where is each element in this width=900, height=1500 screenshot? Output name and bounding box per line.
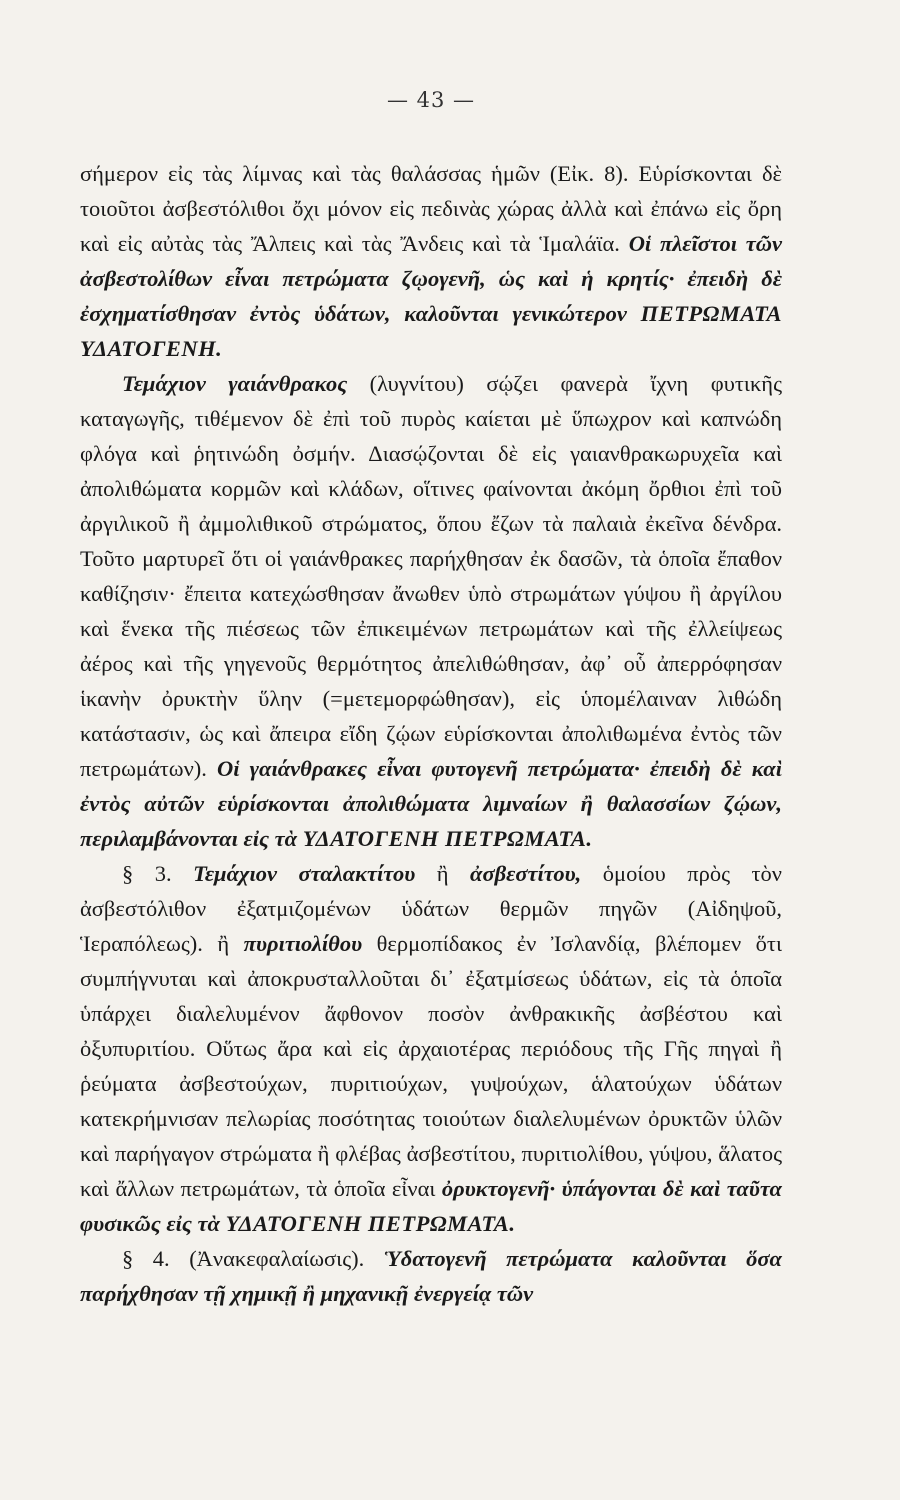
- paragraph-1: [80, 156, 782, 366]
- page-number: — 43 —: [386, 88, 476, 112]
- p1-caps-1: ΠΕΤΡΩΜΑΤΑ ΥΔΑΤΟΓΕΝΗ.: [80, 301, 782, 361]
- p2-text-1: (λυγνίτου) σῴζει φανερὰ ἴχνη φυτικῆς καταγωγῆς, τιθέμενον δὲ ἐπὶ τοῦ πυρὸς καίεται μὲ ὕπωχρον καὶ καπνώδη φλόγα καὶ ῥητινώδη ὀσμήν. Διασῴζονται δὲ εἰς γαιανθρακωρυχεῖα καὶ ἀπολιθώματα κορμῶν καὶ κλάδων, οἵτινες φαίνονται ἀκόμη ὄρθιοι ἐπὶ τοῦ ἀργιλικοῦ ἢ ἀμμολιθικοῦ στρώματος, ὅπου ἔζων τὰ παλαιὰ ἐκεῖνα δένδρα. Τοῦτο μαρτυρεῖ ὅτι οἱ γαιάνθρακες παρήχθησαν ἐκ δασῶν, τὰ ὁποῖα ἔπαθον καθίζησιν· ἔπειτα κατεχώσθησαν ἄνωθεν ὑπὸ στρωμάτων γύψου ἢ ἀργίλου καὶ ἕνεκα τῆς πιέσεως τῶν ἐπικειμένων πετρωμάτων καὶ τῆς ἐλλείψεως ἀέρος καὶ τῆς γηγενοῦς θερμότητος ἀπελιθώθησαν, ἀφ᾿ οὗ ἀπερρόφησαν ἱκανὴν ὀρυκτὴν ὕλην (=μετεμορφώθησαν), εἰς ὑπομέλαιναν λιθώδη κατάστασιν, ὡς καὶ ἄπειρα εἴδη ζῴων εὑρίσκονται ἀπολιθωμένα ἐντὸς τῶν πετρωμάτων).: [80, 371, 782, 781]
- paragraph-2: [80, 366, 782, 856]
- p3-bold-2: ἀσβεστίτου,: [470, 861, 582, 886]
- p4-bold-1: Ὑδατογενῆ πετρώματα καλοῦνται ὅσα παρήχθησαν τῇ χημικῇ ἢ μηχανικῇ ἐνεργείᾳ τῶν: [80, 1246, 782, 1306]
- body-text: [80, 156, 782, 1311]
- section-3-number: § 3.: [122, 861, 194, 886]
- p2-bold-1: Τεμάχιον γαιάνθρακος: [122, 371, 348, 396]
- p1-text-1: σήμερον εἰς τὰς λίμνας καὶ τὰς θαλάσσας ἡμῶν (Εἰκ. 8). Εὑρίσκονται δὲ τοιοῦτοι ἀσβεστόλιθοι ὄχι μόνον εἰς πεδινὰς χώρας ἀλλὰ καὶ ἐπάνω εἰς ὄρη καὶ εἰς αὐτὰς τὰς Ἄλπεις καὶ τὰς Ἄνδεις καὶ τὰ Ἱμαλάϊα.: [80, 161, 782, 256]
- p4-text-1: (Ἀνακεφαλαίωσις).: [189, 1246, 384, 1271]
- p1-bold-1: Οἱ πλεῖστοι τῶν ἀσβεστολίθων εἶναι πετρώματα ζῳογενῆ, ὡς καὶ ἡ κρητίς· ἐπειδὴ δὲ ἐσχηματίσθησαν ἐντὸς ὑδάτων, καλοῦνται γενικώτερον: [80, 231, 782, 326]
- p3-bold-4: ὀρυκτογενῆ· ὑπάγονται δὲ καὶ ταῦτα φυσικῶς εἰς τὰ: [80, 1176, 782, 1236]
- section-4-number: § 4.: [122, 1246, 190, 1271]
- p3-text-2: ὁμοίου πρὸς τὸν ἀσβεστόλιθον ἐξατμιζομένων ὑδάτων θερμῶν πηγῶν (Αἰδηψοῦ, Ἱεραπόλεως). ἢ: [80, 861, 782, 956]
- paragraph-4: [80, 1241, 782, 1311]
- p3-caps-1: ΥΔΑΤΟΓΕΝΗ ΠΕΤΡΩΜΑΤΑ.: [225, 1211, 516, 1236]
- p2-caps-1: ΥΔΑΤΟΓΕΝΗ ΠΕΤΡΩΜΑΤΑ.: [302, 826, 593, 851]
- p3-bold-3: πυριτιολίθου: [243, 931, 363, 956]
- p3-text-3: θερμοπίδακος ἐν Ἰσλανδίᾳ, βλέπομεν ὅτι συμπήγνυται καὶ ἀποκρυσταλλοῦται δι᾿ ἐξατμίσεως ὑδάτων, εἰς τὰ ὁποῖα ὑπάρχει διαλελυμένον ἄφθονον ποσὸν ἀνθρακικῆς ἀσβέστου καὶ ὀξυπυριτίου. Οὕτως ἄρα καὶ εἰς ἀρχαιοτέρας περιόδους τῆς Γῆς πηγαὶ ἢ ῥεύματα ἀσβεστούχων, πυριτιούχων, γυψούχων, ἁλατούχων ὑδάτων κατεκρήμνισαν πελωρίας ποσότητας τοιούτων διαλελυμένων ὀρυκτῶν ὑλῶν καὶ παρήγαγον στρώματα ἢ φλέβας ἀσβεστίτου, πυριτιολίθου, γύψου, ἅλατος καὶ ἄλλων πετρωμάτων, τὰ ὁποῖα εἶναι: [80, 931, 782, 1201]
- p2-bold-2: Οἱ γαιάνθρακες εἶναι φυτογενῆ πετρώματα· ἐπειδὴ δὲ καὶ ἐντὸς αὐτῶν εὑρίσκονται ἀπολιθώματα λιμναίων ἢ θαλασσίων ζῴων, περιλαμβάνονται εἰς τὰ: [80, 756, 782, 851]
- paragraph-3: [80, 856, 782, 1241]
- p3-bold-1: Τεμάχιον σταλακτίτου: [193, 861, 416, 886]
- p3-text-1: ἢ: [415, 861, 470, 886]
